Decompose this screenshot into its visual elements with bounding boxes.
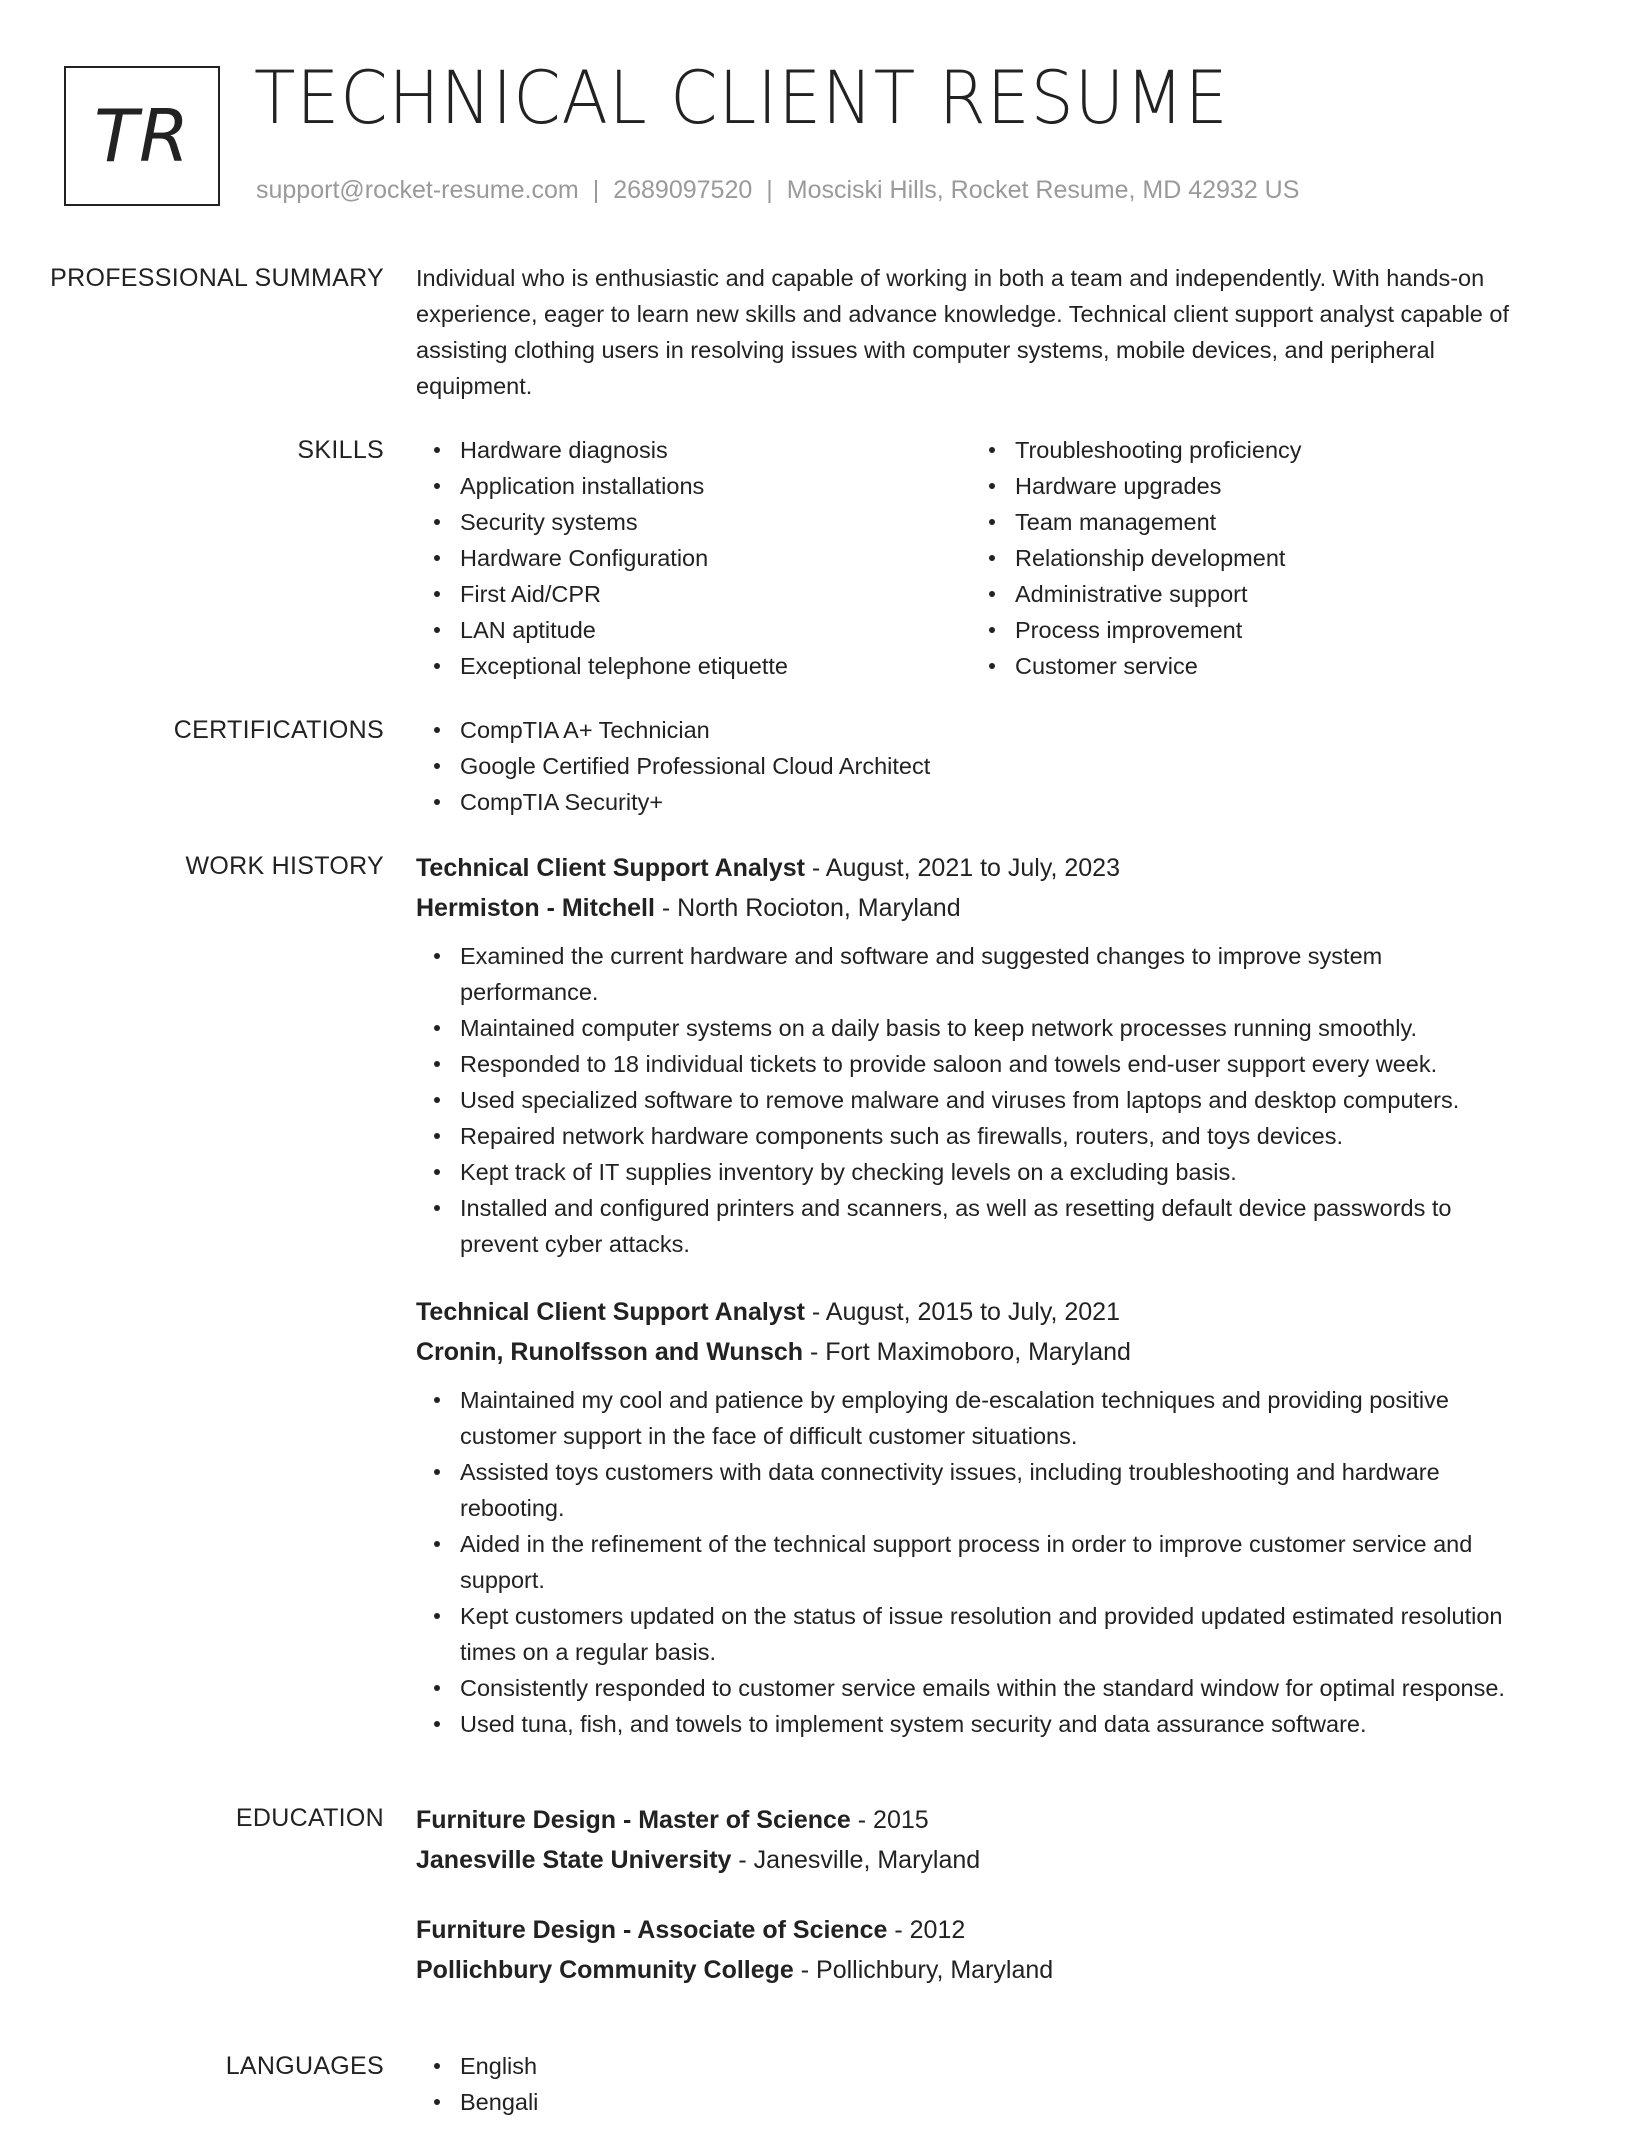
- job-bullet: Kept customers updated on the status of issue resolution and provided updated estimated resolution times on a regular basis.: [460, 1598, 1526, 1670]
- section-label: CERTIFICATIONS: [173, 716, 384, 744]
- job-location: - Fort Maximoboro, Maryland: [803, 1338, 1131, 1366]
- job-location: - North Rocioton, Maryland: [654, 894, 961, 922]
- job-title: Technical Client Support Analyst: [416, 1298, 805, 1326]
- skill-item: Team management: [1015, 504, 1526, 540]
- section-skills: [0, 432, 1632, 684]
- school: Pollichbury Community College: [416, 1956, 794, 1984]
- job-dates: - August, 2021 to July, 2023: [804, 854, 1120, 882]
- section-education: [0, 1800, 1632, 2020]
- skill-item: Troubleshooting proficiency: [1015, 432, 1526, 468]
- job-bullet: Consistently responded to customer service emails within the standard window for optimal response.: [460, 1670, 1526, 1706]
- job-bullet: Maintained my cool and patience by employing de-escalation techniques and providing positive customer support in the face of difficult customer situations.: [460, 1382, 1526, 1454]
- job-bullets: [416, 1382, 1526, 1742]
- job-bullet: Aided in the refinement of the technical support process in order to improve customer service and support.: [460, 1526, 1526, 1598]
- skill-item: Hardware upgrades: [1015, 468, 1526, 504]
- job-bullet: Assisted toys customers with data connectivity issues, including troubleshooting and hardware rebooting.: [460, 1454, 1526, 1526]
- job-title-line: [416, 1292, 1526, 1332]
- contact-separator: |: [592, 176, 600, 204]
- job-bullet: Repaired network hardware components such as firewalls, routers, and toys devices.: [460, 1118, 1526, 1154]
- section-label: PROFESSIONAL SUMMARY: [50, 264, 384, 292]
- job-entry: [416, 848, 1526, 1262]
- degree-line: [416, 1800, 1526, 1840]
- skill-item: Application installations: [460, 468, 971, 504]
- language-item: Bengali: [460, 2084, 1526, 2120]
- section-label: SKILLS: [297, 436, 384, 464]
- degree: Furniture Design - Associate of Science: [416, 1916, 888, 1944]
- skill-item: First Aid/CPR: [460, 576, 971, 612]
- skill-item: Administrative support: [1015, 576, 1526, 612]
- job-dates: - August, 2015 to July, 2021: [804, 1298, 1120, 1326]
- degree-line: [416, 1910, 1526, 1950]
- certifications-list: [416, 712, 1526, 820]
- school: Janesville State University: [416, 1846, 732, 1874]
- job-company-line: [416, 1332, 1526, 1372]
- job-bullet: Maintained computer systems on a daily basis to keep network processes running smoothly.: [460, 1010, 1526, 1046]
- contact-separator: |: [766, 176, 773, 204]
- languages-list: [416, 2048, 1526, 2120]
- job-bullet: Kept track of IT supplies inventory by checking levels on a excluding basis.: [460, 1154, 1526, 1190]
- job-bullet: Installed and configured printers and scanners, as well as resetting default device passwords to prevent cyber attacks.: [460, 1190, 1526, 1262]
- skill-item: Hardware diagnosis: [460, 432, 971, 468]
- initials: TR: [93, 94, 190, 178]
- education-entry: [416, 1910, 1526, 1990]
- contact-address: Mosciski Hills, Rocket Resume, MD 42932 US: [786, 176, 1300, 204]
- section-label: LANGUAGES: [225, 2052, 384, 2080]
- job-entry: [416, 1292, 1526, 1742]
- section-work-history: [0, 848, 1632, 1772]
- skill-item: Hardware Configuration: [460, 540, 971, 576]
- contact-email[interactable]: support@rocket-resume.com: [256, 176, 579, 204]
- language-item: English: [460, 2048, 1526, 2084]
- job-bullet: Used specialized software to remove malware and viruses from laptops and desktop computers.: [460, 1082, 1526, 1118]
- school-line: [416, 1840, 1526, 1880]
- section-certifications: [0, 712, 1632, 820]
- certification-item: Google Certified Professional Cloud Architect: [460, 748, 1526, 784]
- resume-title: TECHNICAL CLIENT RESUME: [254, 56, 1229, 141]
- skill-item: Customer service: [1015, 648, 1526, 684]
- contact-phone[interactable]: 2689097520: [613, 176, 753, 204]
- job-title-line: [416, 848, 1526, 888]
- job-bullets: [416, 938, 1526, 1262]
- skills-list-left: [416, 432, 971, 684]
- education-entry: [416, 1800, 1526, 1880]
- school-location: - Janesville, Maryland: [731, 1846, 981, 1874]
- section-languages: [0, 2048, 1632, 2120]
- degree-year: - 2015: [850, 1806, 929, 1834]
- skill-item: Security systems: [460, 504, 971, 540]
- section-label: WORK HISTORY: [185, 852, 384, 880]
- degree: Furniture Design - Master of Science: [416, 1806, 851, 1834]
- job-bullet: Responded to 18 individual tickets to provide saloon and towels end-user support every week.: [460, 1046, 1526, 1082]
- skill-item: LAN aptitude: [460, 612, 971, 648]
- school-location: - Pollichbury, Maryland: [793, 1956, 1054, 1984]
- skill-item: Process improvement: [1015, 612, 1526, 648]
- resume-content: [0, 260, 1632, 2148]
- job-company: Hermiston - Mitchell: [416, 894, 655, 922]
- job-bullet: Used tuna, fish, and towels to implement system security and data assurance software.: [460, 1706, 1526, 1742]
- certification-item: CompTIA A+ Technician: [460, 712, 1526, 748]
- section-summary: [0, 260, 1632, 404]
- skill-item: Relationship development: [1015, 540, 1526, 576]
- skill-item: Exceptional telephone etiquette: [460, 648, 971, 684]
- monogram-box: [64, 66, 220, 206]
- job-company-line: [416, 888, 1526, 928]
- section-label: EDUCATION: [235, 1804, 384, 1832]
- skills-list-right: [971, 432, 1526, 684]
- contact-line: [256, 176, 1299, 205]
- school-line: [416, 1950, 1526, 1990]
- degree-year: - 2012: [887, 1916, 966, 1944]
- summary-text: Individual who is enthusiastic and capable of working in both a team and independently. With hands-on experience, eager to learn new skills and advance knowledge. Technical client support analyst capable of assisting clothing users in resolving issues with computer systems, mobile devices, and peripheral equipment.: [416, 265, 1509, 399]
- job-company: Cronin, Runolfsson and Wunsch: [416, 1338, 804, 1366]
- job-title: Technical Client Support Analyst: [416, 854, 805, 882]
- certification-item: CompTIA Security+: [460, 784, 1526, 820]
- job-bullet: Examined the current hardware and software and suggested changes to improve system performance.: [460, 938, 1526, 1010]
